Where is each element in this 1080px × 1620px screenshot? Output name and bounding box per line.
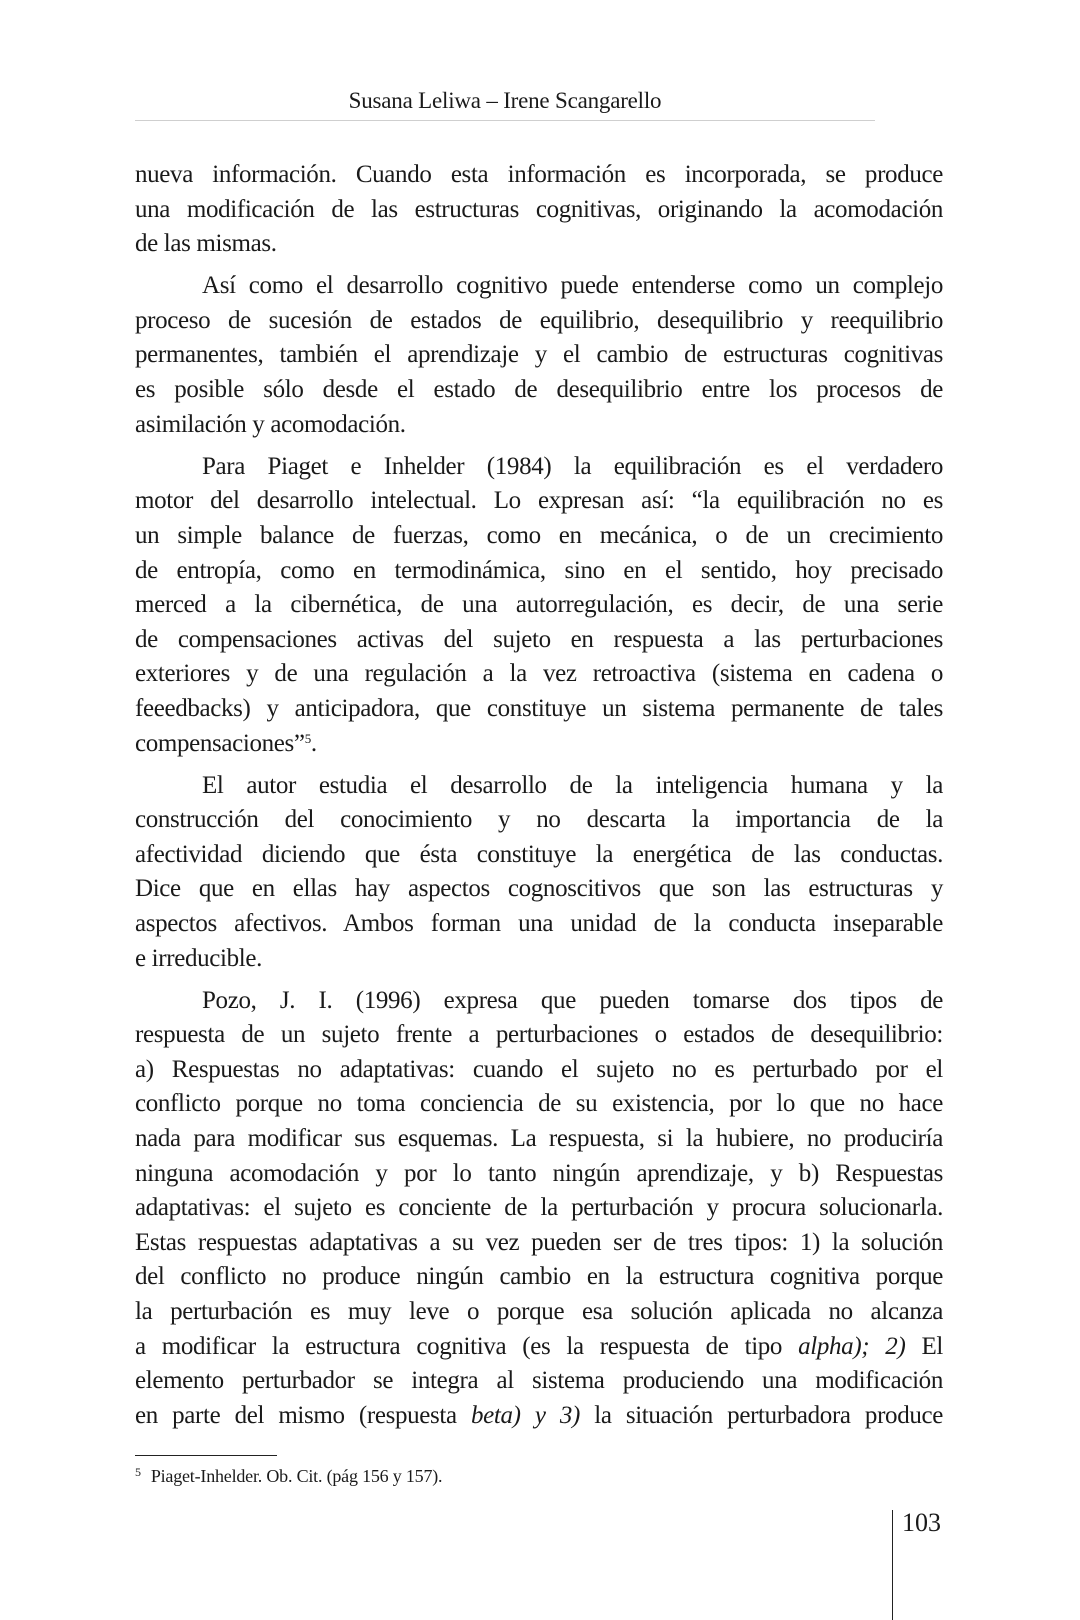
text-line: respuesta de un sujeto frente a perturbaciones o estados de desequilibrio: — [135, 1021, 943, 1049]
text-line: de compensaciones activas del sujeto en respuesta a las perturbaciones — [135, 625, 943, 653]
italic-text: beta) y 3) — [471, 1401, 580, 1429]
text-line: exteriores y de una regulación a la vez retroactiva (sistema en cadena o — [135, 660, 943, 688]
text-line: merced a la cibernética, de una autorregulación, es decir, de una serie — [135, 591, 943, 619]
text-line: elemento perturbador se integra al sistema produciendo una modificación — [135, 1367, 943, 1395]
text-line: a) Respuestas no adaptativas: cuando el sujeto no es perturbado por el — [135, 1055, 943, 1083]
text-line: nada para modificar sus esquemas. La respuesta, si la hubiere, no produciría — [135, 1125, 943, 1153]
text-segment: compensaciones” — [135, 729, 305, 757]
text-line: de las mismas. — [135, 230, 277, 258]
text-line: Así como el desarrollo cognitivo puede entenderse como un complejo — [202, 272, 943, 300]
text-segment: . — [310, 729, 317, 757]
text-line: un simple balance de fuerzas, como en mecánica, o de un crecimiento — [135, 521, 943, 549]
text-line: afectividad diciendo que ésta constituye la energética de las conductas. — [135, 840, 943, 868]
text-line: asimilación y acomodación. — [135, 410, 406, 438]
body-text — [135, 158, 943, 1441]
text-line — [135, 727, 943, 762]
text-line: de entropía, como en termodinámica, sino en el sentido, hoy precisado — [135, 556, 943, 584]
text-line — [135, 1330, 943, 1365]
footnote — [135, 1465, 442, 1487]
paragraph — [135, 769, 943, 977]
text-line: construcción del conocimiento y no descarta la importancia de la — [135, 806, 943, 834]
text-line: aspectos afectivos. Ambos forman una unidad de la conducta inseparable — [135, 909, 943, 937]
text-line: nueva información. Cuando esta información es incorporada, se produce — [135, 161, 943, 188]
paragraph — [135, 158, 943, 262]
text-line: permanentes, también el aprendizaje y el cambio de estructuras cognitivas — [135, 341, 943, 369]
italic-text: alpha); 2) — [798, 1332, 906, 1360]
paragraph — [135, 984, 943, 1434]
text-line: El autor estudia el desarrollo de la inteligencia humana y la — [202, 771, 943, 799]
text-segment: a modificar la estructura cognitiva (es la respuesta de tipo — [135, 1332, 799, 1360]
footnote-marker: 5 — [135, 1465, 141, 1479]
page-number-rule — [892, 1510, 893, 1620]
text-segment: en parte del mismo (respuesta — [135, 1401, 471, 1429]
text-segment: El — [905, 1332, 943, 1360]
text-line: Estas respuestas adaptativas a su vez pueden ser de tres tipos: 1) la solución — [135, 1228, 943, 1256]
text-line: una modificación de las estructuras cognitivas, originando la acomodación — [135, 195, 943, 223]
text-line: proceso de sucesión de estados de equilibrio, desequilibrio y reequilibrio — [135, 306, 943, 334]
text-segment: la situación perturbadora produce — [579, 1401, 943, 1429]
paragraph — [135, 269, 943, 442]
text-line: Pozo, J. I. (1996) expresa que pueden tomarse dos tipos de — [202, 986, 943, 1014]
footnote-text: Piaget-Inhelder. Ob. Cit. (pág 156 y 157). — [150, 1466, 443, 1486]
paragraph — [135, 450, 943, 761]
text-line: adaptativas: el sujeto es conciente de la perturbación y procura solucionarla. — [135, 1194, 943, 1222]
footnote-reference: 5 — [304, 730, 311, 746]
text-line: Para Piaget e Inhelder (1984) la equilibración es el verdadero — [202, 452, 943, 480]
header-divider — [135, 120, 875, 121]
footnote-divider — [135, 1455, 277, 1456]
text-line: e irreducible. — [135, 944, 262, 972]
page-number: 103 — [902, 1508, 941, 1537]
text-line: motor del desarrollo intelectual. Lo expresan así: “la equilibración no es — [135, 487, 943, 515]
text-line — [135, 1399, 943, 1434]
text-line: conflicto porque no toma conciencia de su existencia, por lo que no hace — [135, 1090, 943, 1118]
running-header: Susana Leliwa – Irene Scangarello — [348, 88, 662, 113]
text-line: ninguna acomodación y por lo tanto ningún aprendizaje, y b) Respuestas — [135, 1159, 943, 1187]
text-line: Dice que en ellas hay aspectos cognoscitivos que son las estructuras y — [135, 875, 943, 903]
text-line: la perturbación es muy leve o porque esa solución aplicada no alcanza — [135, 1298, 943, 1325]
text-line: feeedbacks) y anticipadora, que constituye un sistema permanente de tales — [135, 694, 943, 722]
text-line: del conflicto no produce ningún cambio en la estructura cognitiva porque — [135, 1263, 943, 1291]
text-line: es posible sólo desde el estado de desequilibrio entre los procesos de — [135, 376, 943, 404]
